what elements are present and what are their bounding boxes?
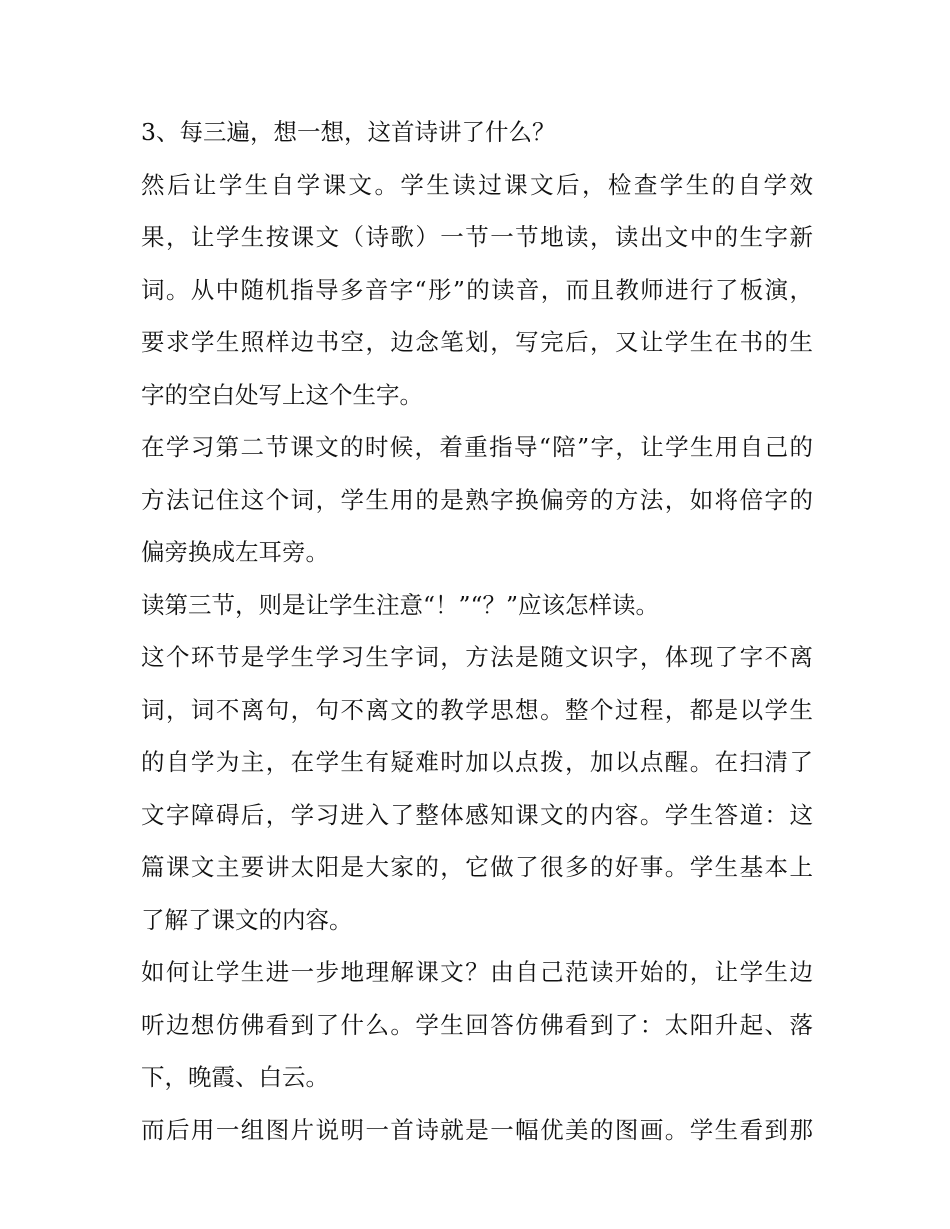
text-line: 果，让学生按课文（诗歌）一节一节地读，读出文中的生字新 [141, 223, 813, 251]
text-line: 的自学为主，在学生有疑难时加以点拨，加以点醒。在扫清了 [141, 748, 813, 776]
text-line: 在学习第二节课文的时候，着重指导“陪”字，让学生用自己的 [141, 433, 813, 461]
text-line: 然后让学生自学课文。学生读过课文后，检查学生的自学效 [141, 170, 813, 199]
text-line: 篇课文主要讲太阳是大家的，它做了很多的好事。学生基本上 [141, 853, 813, 881]
text-line: 文字障碍后，学习进入了整体感知课文的内容。学生答道：这 [141, 800, 813, 829]
text-line: 听边想仿佛看到了什么。学生回答仿佛看到了：太阳升起、落 [141, 1010, 813, 1039]
text-line: 这个环节是学生学习生字词，方法是随文识字，体现了字不离 [141, 643, 813, 671]
text-line: 方法记住这个词，学生用的是熟字换偏旁的方法，如将倍字的 [141, 485, 813, 514]
text-line: 下，晚霞、白云。 [141, 1063, 329, 1091]
text-line: 词。从中随机指导多音字“彤”的读音，而且教师进行了板演， [141, 275, 813, 304]
text-line: 词，词不离句，句不离文的教学思想。整个过程，都是以学生 [141, 695, 813, 724]
text-line: 要求学生照样边书空，边念笔划，写完后，又让学生在书的生 [141, 328, 813, 356]
text-line: 字的空白处写上这个生字。 [141, 380, 423, 409]
text-line: 如何让学生进一步地理解课文？由自己范读开始的，让学生边 [141, 958, 813, 986]
document-body [141, 106, 813, 1156]
text-line: 了解了课文的内容。 [141, 905, 353, 934]
text-line: 3、每三遍，想一想，这首诗讲了什么？ [141, 118, 556, 146]
text-line: 读第三节，则是让学生注意“！”“？”应该怎样读。 [141, 590, 660, 619]
text-line: 偏旁换成左耳旁。 [141, 538, 329, 566]
text-line: 而后用一组图片说明一首诗就是一幅优美的图画。学生看到那 [141, 1115, 813, 1144]
